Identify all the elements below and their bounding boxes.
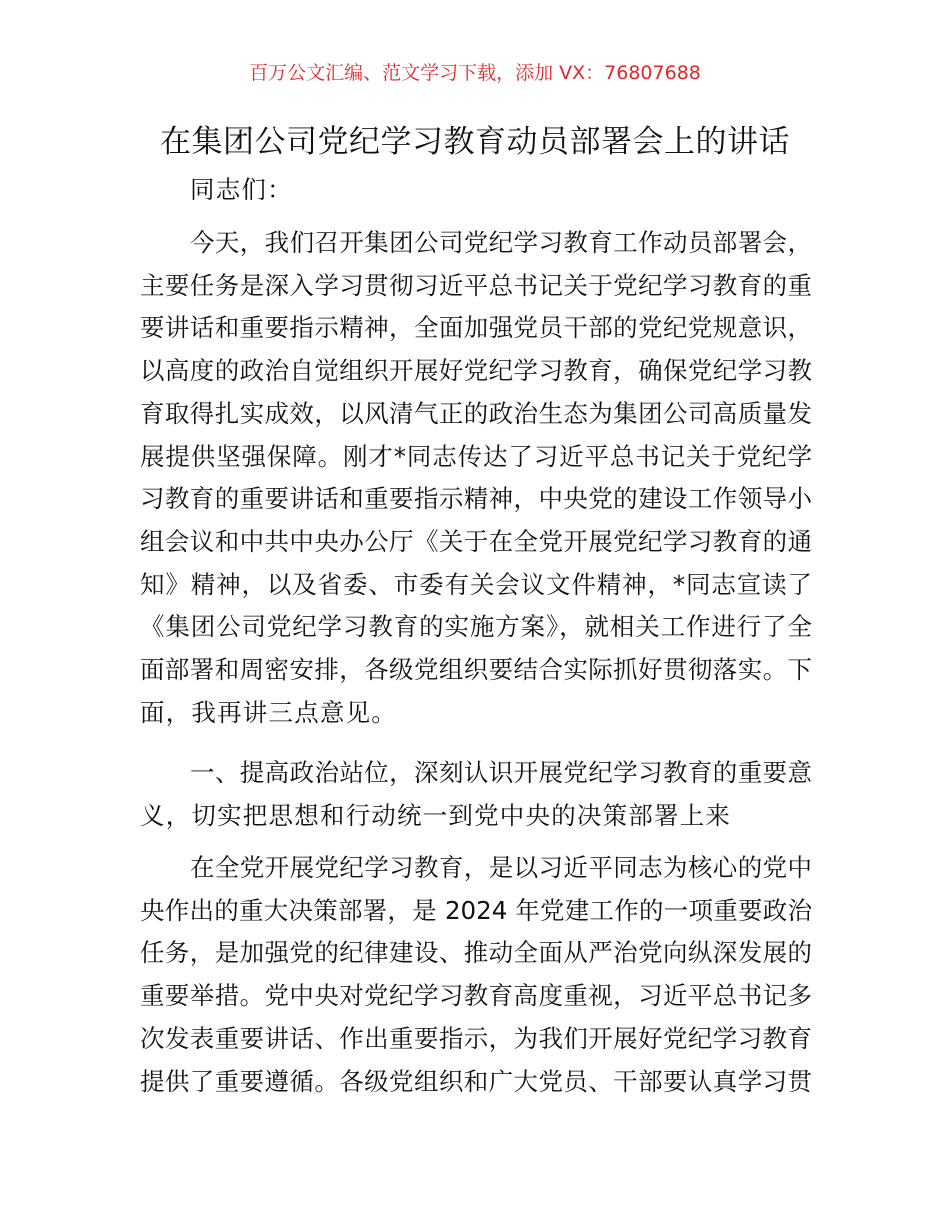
paragraph-line: 央作出的重大决策部署，是 2024 年党建工作的一项重要政治 — [140, 895, 812, 925]
paragraph-line: 主要任务是深入学习贯彻习近平总书记关于党纪学习教育的重 — [140, 270, 812, 300]
paragraph-line: 面，我再讲三点意见。 — [140, 697, 397, 727]
paragraph-line: 以高度的政治自觉组织开展好党纪学习教育，确保党纪学习教 — [140, 356, 812, 386]
paragraph-line: 今天，我们召开集团公司党纪学习教育工作动员部署会， — [190, 228, 812, 257]
paragraph-line: 一、提高政治站位，深刻认识开展党纪学习教育的重要意 — [190, 758, 812, 787]
paragraph-line: 组会议和中共中央办公厅《关于在全党开展党纪学习教育的通 — [140, 526, 812, 556]
paragraph-line: 习教育的重要讲话和重要指示精神，中央党的建设工作领导小 — [140, 484, 812, 514]
paragraph-line: 义，切实把思想和行动统一到党中央的决策部署上来 — [140, 800, 732, 830]
paragraph-line: 展提供坚强保障。刚才*同志传达了习近平总书记关于党纪学 — [140, 441, 812, 471]
paragraph-line: 知》精神，以及省委、市委有关会议文件精神，*同志宣读了 — [140, 569, 812, 599]
paragraph-line: 次发表重要讲话、作出重要指示，为我们开展好党纪学习教育 — [140, 1023, 812, 1053]
paragraph-line: 提供了重要遵循。各级党组织和广大党员、干部要认真学习贯 — [140, 1066, 812, 1096]
document-title: 在集团公司党纪学习教育动员部署会上的讲话 — [160, 124, 790, 160]
watermark-banner: 百万公文汇编、范文学习下载，添加 VX：76807688 — [249, 62, 701, 84]
salutation: 同志们： — [190, 175, 293, 204]
paragraph-line: 重要举措。党中央对党纪学习教育高度重视，习近平总书记多 — [140, 981, 812, 1011]
paragraph-line: 面部署和周密安排，各级党组织要结合实际抓好贯彻落实。下 — [140, 655, 812, 684]
paragraph-line: 在全党开展党纪学习教育，是以习近平同志为核心的党中 — [190, 853, 812, 882]
paragraph-line: 要讲话和重要指示精神，全面加强党员干部的党纪党规意识， — [140, 313, 812, 343]
paragraph-line: 《集团公司党纪学习教育的实施方案》，就相关工作进行了全 — [140, 612, 812, 642]
paragraph-line: 任务，是加强党的纪律建设、推动全面从严治党向纵深发展的 — [140, 938, 812, 968]
paragraph-line: 育取得扎实成效，以风清气正的政治生态为集团公司高质量发 — [140, 398, 812, 428]
